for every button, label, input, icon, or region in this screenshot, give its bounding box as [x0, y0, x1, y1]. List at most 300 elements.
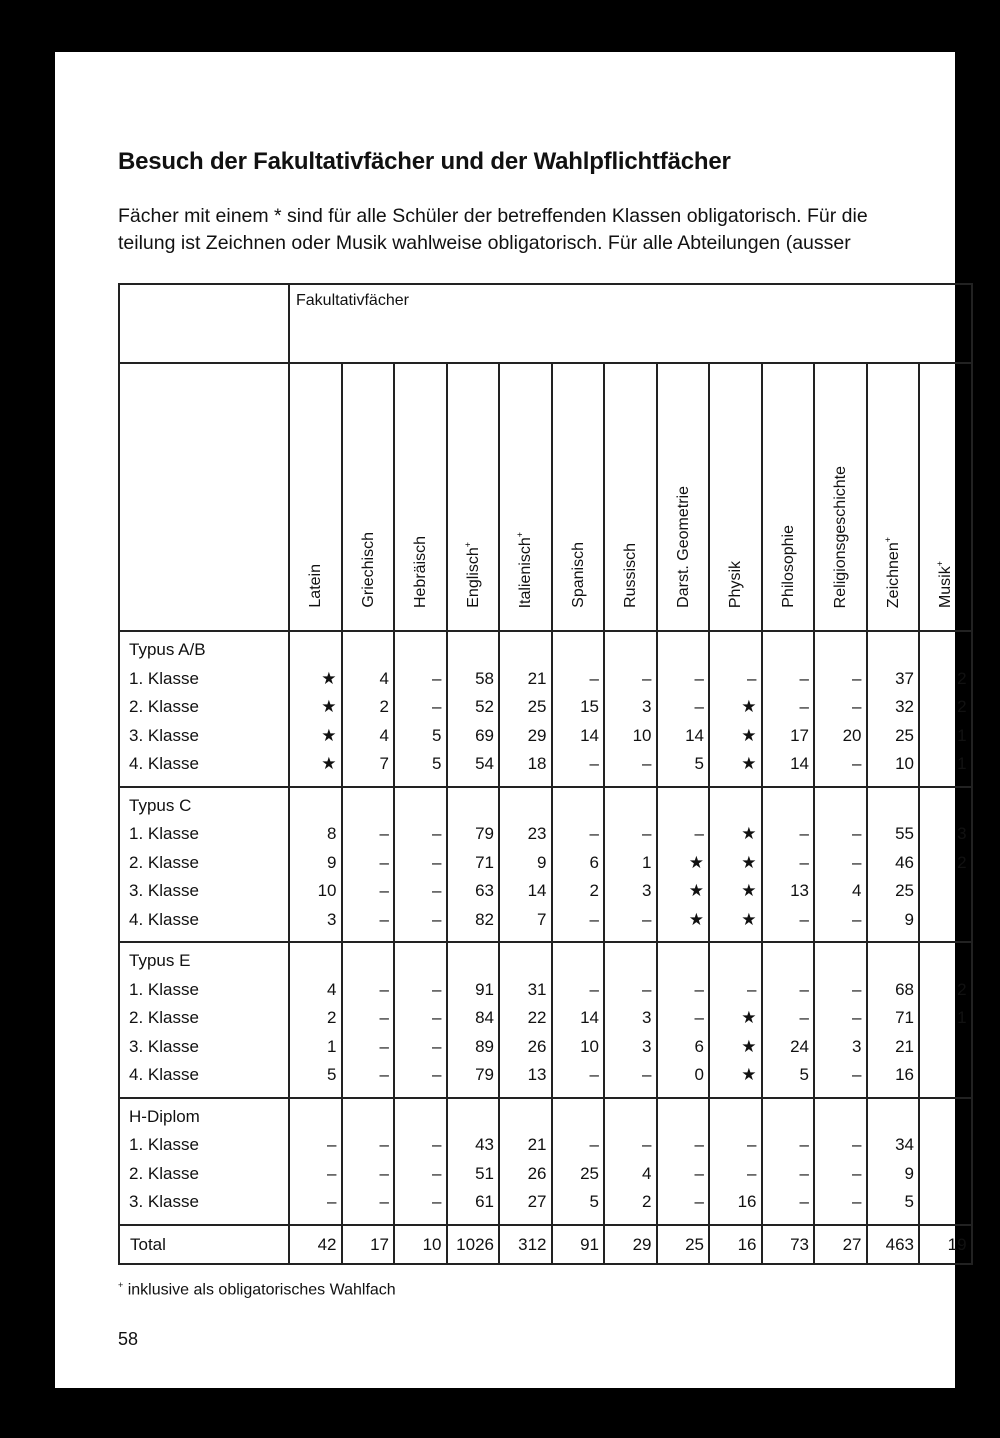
spacer: [868, 792, 919, 821]
total-cell: 17: [342, 1225, 395, 1264]
spacer: [500, 792, 551, 821]
table-cell: 2: [957, 668, 967, 688]
table-cell: [920, 1131, 971, 1160]
row-label: 4. Klasse: [129, 1065, 199, 1084]
table-cell: 24: [790, 1036, 809, 1056]
value-column: [762, 787, 815, 943]
table-cell: 1: [642, 852, 652, 872]
value-column: [762, 1098, 815, 1225]
column-label: [620, 543, 640, 608]
table-cell: –: [432, 1135, 442, 1154]
row-label: 2. Klasse: [129, 1163, 199, 1183]
table-cell: 5: [327, 1065, 337, 1084]
table-cell: 8: [327, 824, 337, 843]
table-cell: 10: [632, 725, 652, 745]
table-cell: –: [799, 824, 809, 843]
spacer: [553, 1103, 604, 1132]
table-cell: 29: [527, 725, 547, 745]
table-cell: –: [432, 1192, 442, 1211]
total-cell: 27: [814, 1225, 867, 1264]
group-label-cell: [119, 942, 289, 1098]
value-column: [657, 942, 710, 1098]
table-cell: –: [642, 979, 652, 999]
intro-line: teilung ist Zeichnen oder Musik wahlweise obligatorisch. Für alle Abteilungen (ausser: [118, 232, 851, 254]
total-cell: 16: [709, 1225, 762, 1264]
table-cell: –: [799, 697, 809, 716]
table-cell: [920, 1160, 971, 1189]
spacer: [290, 947, 341, 976]
table-cell: 3: [852, 1036, 862, 1056]
column-name: Spanisch: [569, 542, 587, 608]
corner-cell: [119, 363, 289, 631]
table-cell: –: [799, 909, 809, 929]
table-cell: 43: [475, 1135, 494, 1154]
value-column: [447, 787, 500, 943]
table-cell: –: [327, 1192, 337, 1211]
spacer: [763, 636, 814, 665]
table-cell: –: [799, 668, 809, 688]
spacer: [920, 947, 971, 976]
table-cell: ★: [741, 1065, 757, 1084]
column-header: [657, 363, 710, 631]
column-name: Latein: [307, 564, 325, 608]
spacer: [815, 1103, 866, 1132]
fakultativ-header: Fakultativfächer: [289, 284, 972, 363]
table-cell: 10: [895, 754, 914, 773]
table-cell: 51: [475, 1163, 494, 1183]
table-cell: 79: [475, 824, 494, 843]
table-cell: –: [747, 1135, 757, 1154]
value-column: [919, 631, 972, 787]
table-cell: –: [589, 754, 599, 773]
column-name: Religionsgeschichte: [832, 465, 850, 608]
value-column: [552, 1098, 605, 1225]
table-cell: –: [694, 1135, 704, 1154]
row-label: 4. Klasse: [129, 754, 199, 773]
footnote-mark: +: [118, 1280, 124, 1290]
table-cell: 0: [694, 1065, 704, 1084]
table-group: [119, 942, 972, 1098]
spacer: [920, 792, 971, 821]
table-cell: 5: [694, 754, 704, 773]
column-header: [499, 363, 552, 631]
table-cell: ★: [321, 725, 337, 745]
value-column: [342, 942, 395, 1098]
value-column: [604, 1098, 657, 1225]
table-cell: 46: [895, 852, 914, 872]
table-cell: ★: [741, 754, 757, 773]
table-cell: –: [747, 668, 757, 688]
table-cell: 82: [475, 909, 494, 929]
spacer: [868, 947, 919, 976]
table-cell: –: [379, 824, 389, 843]
table-cell: 7: [379, 754, 389, 773]
column-header: [394, 363, 447, 631]
table-cell: ★: [741, 909, 757, 929]
table-cell: 21: [895, 1036, 914, 1056]
table-cell: 3: [327, 909, 337, 929]
column-header: [814, 363, 867, 631]
table-cell: 79: [475, 1065, 494, 1084]
scan-border-left: [0, 0, 55, 1438]
table-cell: –: [432, 852, 442, 872]
column-name: Physik: [727, 560, 745, 608]
table-cell: 25: [527, 697, 547, 716]
document-page: [55, 52, 967, 1388]
table-cell: 5: [432, 725, 442, 745]
spacer: [815, 636, 866, 665]
table-cell: –: [852, 754, 862, 773]
table-cell: [920, 877, 971, 906]
table-cell: 17: [790, 725, 809, 745]
row-label: 4. Klasse: [129, 909, 199, 929]
column-header: [867, 363, 920, 631]
table-group: [119, 631, 972, 787]
table-cell: 3: [642, 1008, 652, 1027]
column-label: [305, 564, 325, 608]
table-cell: 25: [580, 1163, 599, 1183]
column-name: Italienisch: [517, 536, 535, 608]
spacer: [553, 792, 604, 821]
table-cell: –: [642, 1135, 652, 1154]
table-cell: [920, 906, 971, 935]
column-header: [762, 363, 815, 631]
row-label: 3. Klasse: [129, 881, 199, 900]
spacer: [763, 792, 814, 821]
table-cell: [920, 1033, 971, 1062]
group-label-cell: [119, 1098, 289, 1225]
value-column: [867, 787, 920, 943]
spacer: [290, 792, 341, 821]
table-cell: –: [589, 909, 599, 929]
table-cell: 16: [737, 1192, 757, 1211]
table-cell: –: [432, 824, 442, 843]
value-column: [919, 1098, 972, 1225]
table-cell: –: [432, 979, 442, 999]
value-column: [289, 631, 342, 787]
table-cell: –: [852, 1135, 862, 1154]
table-cell: –: [642, 1065, 652, 1084]
table-cell: 2: [379, 697, 389, 716]
table-cell: –: [432, 1036, 442, 1056]
page-title: Besuch der Fakultativfächer und der Wahlpflichtfächer: [118, 148, 731, 175]
value-column: [604, 942, 657, 1098]
spacer: [343, 792, 394, 821]
statistics-table-wrapper: [118, 283, 967, 1260]
spacer: [448, 792, 499, 821]
table-cell: 14: [580, 725, 599, 745]
column-plus-mark: +: [515, 531, 526, 537]
table-cell: 52: [475, 697, 494, 716]
table-cell: 89: [475, 1036, 494, 1056]
value-column: [394, 1098, 447, 1225]
spacer: [605, 792, 656, 821]
table-cell: –: [694, 1008, 704, 1027]
table-cell: 32: [895, 697, 914, 716]
table-cell: 9: [537, 852, 547, 872]
column-name: Philosophie: [779, 525, 797, 608]
value-column: [604, 631, 657, 787]
value-column: [709, 1098, 762, 1225]
table-cell: 13: [790, 881, 809, 900]
value-column: [499, 631, 552, 787]
table-cell: 3: [642, 1036, 652, 1056]
table-cell: –: [379, 1135, 389, 1154]
column-label: [568, 542, 588, 608]
table-cell: –: [432, 909, 442, 929]
table-cell: –: [642, 909, 652, 929]
table-cell: –: [589, 979, 599, 999]
value-column: [342, 631, 395, 787]
group-name: Typus E: [129, 951, 191, 970]
total-cell: 91: [552, 1225, 605, 1264]
column-name: Hebräisch: [412, 535, 430, 608]
spacer: [710, 947, 761, 976]
total-cell: 73: [762, 1225, 815, 1264]
spacer: [605, 1103, 656, 1132]
value-column: [499, 787, 552, 943]
table-cell: –: [379, 1065, 389, 1084]
value-column: [342, 1098, 395, 1225]
table-cell: 54: [475, 754, 494, 773]
table-cell: 14: [580, 1008, 599, 1027]
table-cell: 16: [895, 1065, 914, 1084]
scan-border-top: [0, 0, 1000, 52]
table-cell: –: [432, 1008, 442, 1027]
table-cell: –: [432, 1163, 442, 1183]
spacer: [395, 947, 446, 976]
table-cell: –: [852, 1008, 862, 1027]
table-cell: –: [852, 909, 862, 929]
spacer: [920, 1103, 971, 1132]
spacer: [710, 1103, 761, 1132]
table-cell: –: [379, 979, 389, 999]
table-cell: ★: [741, 697, 757, 716]
spacer: [343, 636, 394, 665]
table-cell: –: [852, 697, 862, 716]
table-cell: 6: [694, 1036, 704, 1056]
table-cell: ★: [741, 852, 757, 872]
table-cell: 4: [327, 979, 337, 999]
row-label: 3. Klasse: [129, 725, 199, 745]
table-cell: 71: [895, 1008, 914, 1027]
spacer: [448, 947, 499, 976]
table-cell: 9: [904, 909, 914, 929]
table-cell: –: [694, 668, 704, 688]
value-column: [552, 787, 605, 943]
spacer: [920, 636, 971, 665]
spacer: [500, 636, 551, 665]
table-cell: 5: [799, 1065, 809, 1084]
table-cell: 26: [527, 1163, 547, 1183]
column-name: Darst. Geometrie: [674, 486, 692, 608]
table-cell: 2: [957, 697, 967, 716]
table-cell: 3: [642, 697, 652, 716]
table-cell: –: [852, 852, 862, 872]
value-column: [709, 787, 762, 943]
spacer: [868, 1103, 919, 1132]
value-column: [394, 787, 447, 943]
row-label: 2. Klasse: [129, 697, 199, 716]
table-cell: ★: [741, 1036, 757, 1056]
column-name: Musik: [937, 566, 955, 608]
table-cell: –: [694, 979, 704, 999]
table-cell: 5: [432, 754, 442, 773]
column-label: [463, 542, 483, 608]
value-column: [867, 942, 920, 1098]
spacer: [658, 636, 709, 665]
row-label: 1. Klasse: [129, 824, 199, 843]
table-cell: 21: [527, 1135, 547, 1154]
table-cell: 2: [327, 1008, 337, 1027]
table-cell: –: [379, 909, 389, 929]
table-cell: 55: [895, 824, 914, 843]
column-plus-mark: +: [882, 536, 893, 543]
header-row: [119, 284, 972, 363]
spacer: [343, 947, 394, 976]
table-cell: 5: [904, 1192, 914, 1211]
table-cell: 37: [895, 668, 914, 688]
value-column: [394, 631, 447, 787]
spacer: [395, 792, 446, 821]
table-cell: –: [379, 1163, 389, 1183]
table-cell: –: [799, 852, 809, 872]
column-label: [778, 525, 798, 608]
spacer: [658, 792, 709, 821]
value-column: [342, 787, 395, 943]
total-cell: 29: [604, 1225, 657, 1264]
spacer: [815, 792, 866, 821]
table-cell: –: [694, 697, 704, 716]
table-cell: –: [432, 668, 442, 688]
value-column: [552, 942, 605, 1098]
table-cell: –: [432, 1065, 442, 1084]
table-cell: 15: [580, 697, 599, 716]
table-cell: –: [852, 1163, 862, 1183]
column-label: [725, 561, 745, 608]
value-column: [814, 787, 867, 943]
column-name: Russisch: [622, 543, 640, 608]
table-cell: –: [852, 979, 862, 999]
value-column: [289, 942, 342, 1098]
table-cell: 1: [957, 754, 967, 773]
spacer: [815, 947, 866, 976]
page-number: 58: [118, 1329, 139, 1349]
spacer: [553, 636, 604, 665]
row-label: 3. Klasse: [129, 1036, 199, 1056]
total-cell: 25: [657, 1225, 710, 1264]
table-cell: 68: [895, 979, 914, 999]
total-cell: 19: [919, 1225, 972, 1264]
spacer: [605, 947, 656, 976]
column-header: [552, 363, 605, 631]
value-column: [289, 787, 342, 943]
value-column: [814, 942, 867, 1098]
table-cell: 9: [904, 1163, 914, 1183]
table-cell: –: [642, 754, 652, 773]
value-column: [552, 631, 605, 787]
table-cell: 21: [527, 668, 547, 688]
table-cell: –: [327, 1163, 337, 1183]
table-cell: 7: [537, 909, 547, 929]
spacer: [868, 636, 919, 665]
table-cell: –: [799, 1163, 809, 1183]
column-header: [289, 363, 342, 631]
table-cell: 63: [475, 881, 494, 900]
table-cell: 58: [475, 668, 494, 688]
table-cell: 1: [957, 725, 967, 745]
table-cell: 34: [895, 1135, 914, 1154]
spacer: [500, 1103, 551, 1132]
table-cell: –: [799, 1192, 809, 1211]
table-cell: 4: [379, 725, 389, 745]
table-cell: 1: [957, 1008, 967, 1027]
table-cell: –: [642, 668, 652, 688]
table-cell: 61: [475, 1192, 494, 1211]
spacer: [710, 636, 761, 665]
table-cell: 31: [527, 979, 547, 999]
spacer: [343, 1103, 394, 1132]
table-cell: –: [379, 881, 389, 900]
table-cell: 69: [475, 725, 494, 745]
table-cell: 25: [895, 725, 914, 745]
total-cell: 463: [867, 1225, 920, 1264]
table-cell: –: [379, 1192, 389, 1211]
table-cell: 20: [842, 725, 862, 745]
table-cell: 26: [527, 1036, 547, 1056]
column-header: [919, 363, 972, 631]
table-cell: –: [799, 979, 809, 999]
table-cell: ★: [688, 881, 704, 900]
value-column: [709, 631, 762, 787]
group-name: H-Diplom: [129, 1106, 200, 1126]
column-plus-mark: +: [935, 560, 946, 567]
table-cell: [920, 1188, 971, 1217]
value-column: [447, 942, 500, 1098]
table-cell: 14: [685, 725, 704, 745]
spacer: [395, 636, 446, 665]
table-cell: –: [747, 979, 757, 999]
spacer: [395, 1103, 446, 1132]
spacer: [710, 792, 761, 821]
value-column: [604, 787, 657, 943]
table-cell: ★: [741, 725, 757, 745]
table-cell: 14: [527, 881, 547, 900]
spacer: [448, 1103, 499, 1132]
table-cell: –: [589, 668, 599, 688]
column-header: [447, 363, 500, 631]
table-cell: 4: [852, 881, 862, 900]
value-column: [919, 942, 972, 1098]
corner-cell: [119, 284, 289, 363]
row-label: 1. Klasse: [129, 668, 199, 688]
row-label: 1. Klasse: [129, 979, 199, 999]
total-cell: 312: [499, 1225, 552, 1264]
row-label: 2. Klasse: [129, 1008, 199, 1027]
table-cell: 27: [527, 1192, 547, 1211]
value-column: [499, 1098, 552, 1225]
table-cell: ★: [741, 1008, 757, 1027]
footnote: [118, 1280, 396, 1299]
table-cell: –: [432, 697, 442, 716]
total-label: Total: [119, 1225, 289, 1264]
table-cell: 3: [957, 824, 967, 843]
column-label: [673, 486, 693, 608]
table-cell: –: [379, 852, 389, 872]
spacer: [658, 1103, 709, 1132]
column-plus-mark: +: [462, 542, 473, 548]
value-column: [657, 1098, 710, 1225]
